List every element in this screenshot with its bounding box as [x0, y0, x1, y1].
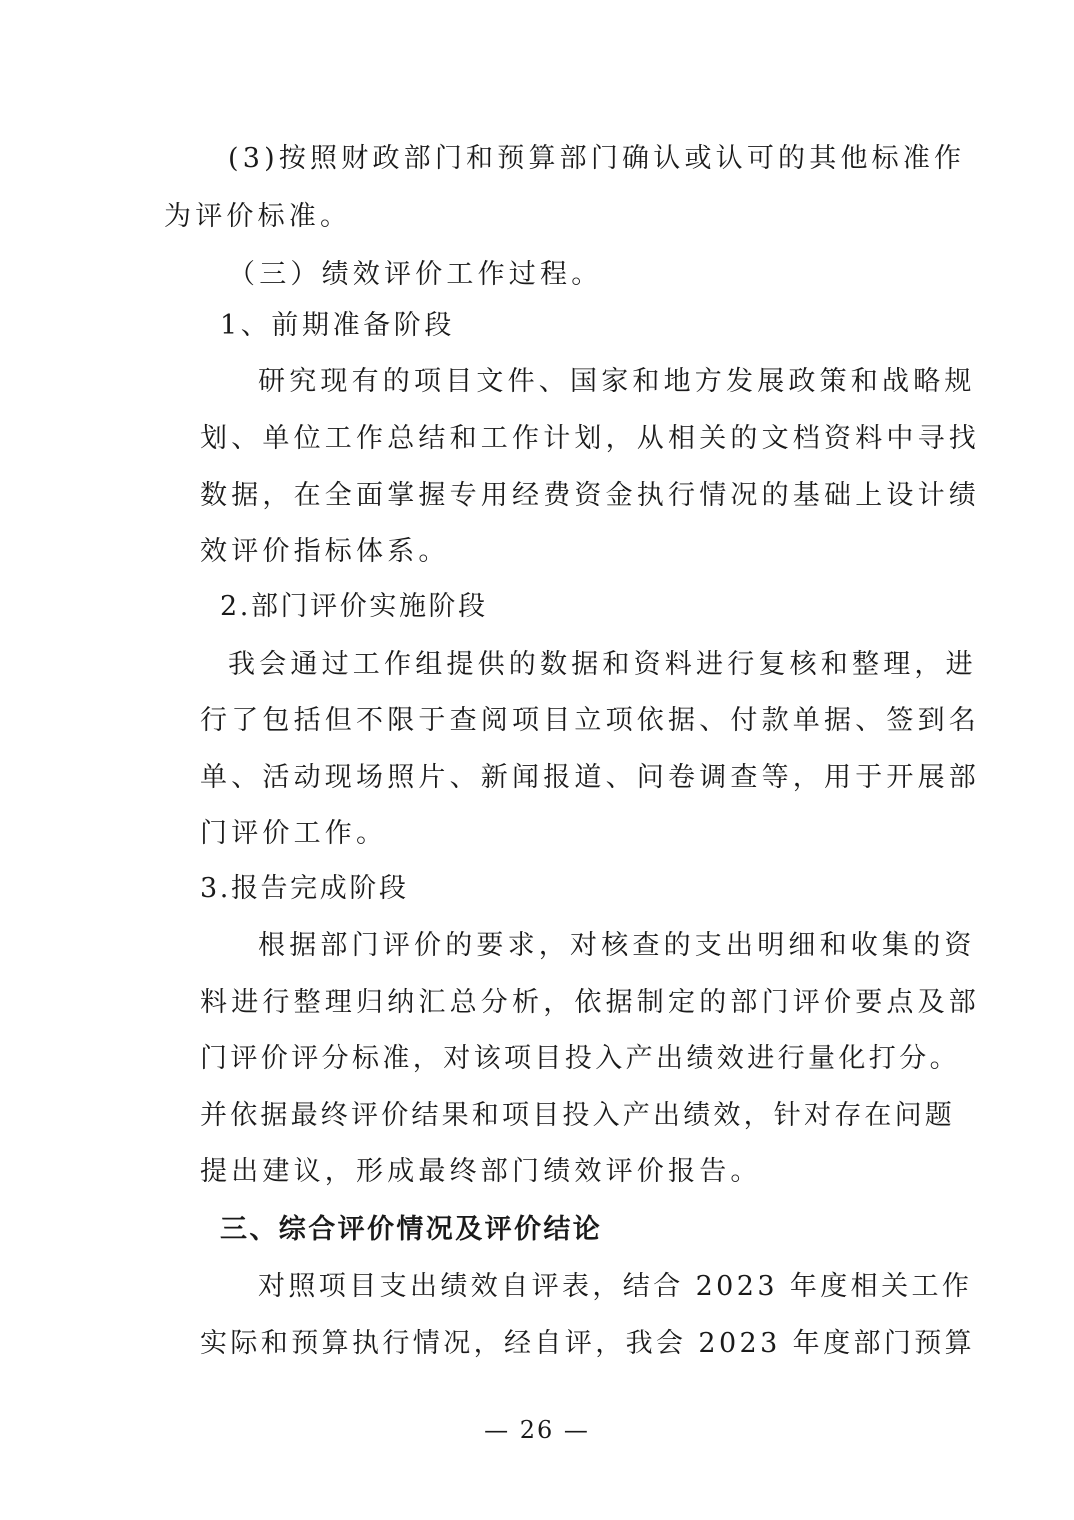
page-number: — 26 — — [484, 1416, 590, 1444]
paragraph-line: 并依据最终评价结果和项目投入产出绩效，针对存在问题 — [200, 1100, 955, 1131]
paragraph-line: 为评价标准。 — [164, 201, 352, 232]
subsection-heading: 2.部门评价实施阶段 — [220, 591, 488, 622]
paragraph-line: (3)按照财政部门和预算部门确认或认可的其他标准作 — [228, 143, 966, 174]
paragraph-line: 行了包括但不限于查阅项目立项依据、付款单据、签到名 — [200, 705, 980, 736]
paragraph-line: 我会通过工作组提供的数据和资料进行复核和整理，进 — [228, 649, 977, 680]
paragraph-line: 对照项目支出绩效自评表，结合 2023 年度相关工作 — [258, 1271, 973, 1302]
paragraph-line: 研究现有的项目文件、国家和地方发展政策和战略规 — [258, 366, 976, 397]
paragraph-line: 提出建议，形成最终部门绩效评价报告。 — [200, 1156, 762, 1187]
paragraph-line: 根据部门评价的要求，对核查的支出明细和收集的资 — [258, 930, 976, 961]
paragraph-line: 门评价评分标准，对该项目投入产出绩效进行量化打分。 — [200, 1043, 960, 1074]
paragraph-line: 效评价指标体系。 — [200, 536, 450, 567]
paragraph-line: 单、活动现场照片、新闻报道、问卷调查等，用于开展部 — [200, 762, 980, 793]
paragraph-line: 实际和预算执行情况，经自评，我会 2023 年度部门预算 — [200, 1328, 976, 1359]
section-heading: （三）绩效评价工作过程。 — [228, 259, 603, 290]
paragraph-line: 划、单位工作总结和工作计划，从相关的文档资料中寻找 — [200, 423, 980, 454]
chapter-heading: 三、综合评价情况及评价结论 — [220, 1214, 603, 1245]
subsection-heading: 1、前期准备阶段 — [220, 310, 455, 341]
paragraph-line: 数据，在全面掌握专用经费资金执行情况的基础上设计绩 — [200, 480, 980, 511]
subsection-heading: 3.报告完成阶段 — [200, 873, 409, 904]
paragraph-line: 门评价工作。 — [200, 818, 388, 849]
paragraph-line: 料进行整理归纳汇总分析，依据制定的部门评价要点及部 — [200, 987, 980, 1018]
